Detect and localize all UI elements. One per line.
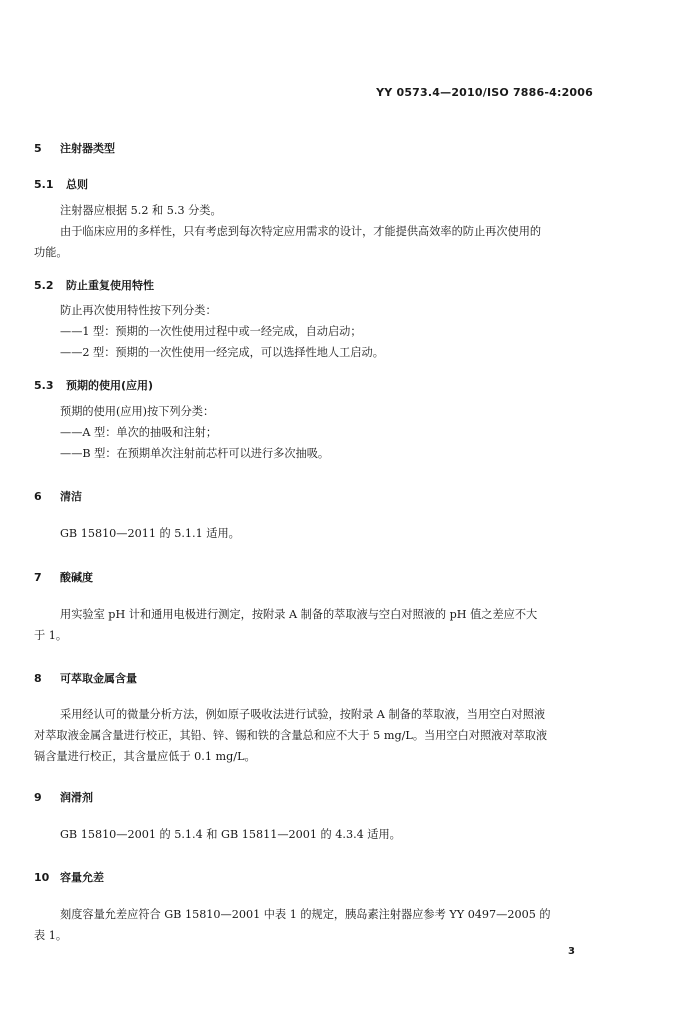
section-number: 5 [34,142,42,155]
section-heading-10 [34,869,104,885]
section-heading-8 [34,670,137,686]
section-heading-5-2 [34,277,154,293]
section-number: 6 [34,490,42,503]
paragraph: 预期的使用(应用)按下列分类： [60,405,215,418]
section-number: 5.2 [34,279,54,292]
section-heading-9 [34,789,93,805]
paragraph: 防止再次使用特性按下列分类： [60,304,217,317]
section-number: 5.1 [34,178,54,191]
section-title: 总则 [66,178,88,191]
section-title: 可萃取金属含量 [60,672,137,685]
section-heading-7 [34,569,93,585]
section-heading-5-3 [34,377,153,393]
paragraph: GB 15810—2011 的 5.1.1 适用。 [60,527,240,540]
section-title: 注射器类型 [60,142,115,155]
section-number: 5.3 [34,379,54,392]
section-number: 10 [34,871,50,884]
standard-code-header: YY 0573.4—2010/ISO 7886-4:2006 [376,86,593,99]
paragraph-line: 于 1。 [34,629,68,642]
list-item: ——B 型：在预期单次注射前芯杆可以进行多次抽吸。 [60,447,330,460]
section-title: 酸碱度 [60,571,93,584]
section-title: 容量允差 [60,871,104,884]
list-item: ——A 型：单次的抽吸和注射； [60,426,218,439]
section-title: 防止重复使用特性 [66,279,154,292]
paragraph-line: 功能。 [34,246,68,259]
paragraph: GB 15810—2001 的 5.1.4 和 GB 15811—2001 的 4.3.4 适用。 [60,828,401,841]
list-item: ——1 型：预期的一次性使用过程中或一经完成，自动启动； [60,325,362,338]
paragraph-line: 用实验室 pH 计和通用电极进行测定，按附录 A 制备的萃取液与空白对照液的 pH 值之差应不大 [60,608,538,621]
section-title: 润滑剂 [60,791,93,804]
paragraph-line: 表 1。 [34,929,68,942]
paragraph-line: 对萃取液金属含量进行校正，其铅、锌、锡和铁的含量总和应不大于 5 mg/L。当用空白对照液对萃取液 [34,729,548,742]
section-number: 8 [34,672,42,685]
section-number: 7 [34,571,42,584]
section-heading-5-1 [34,176,88,192]
page-number: 3 [568,946,575,957]
section-title: 清洁 [60,490,82,503]
section-heading-6 [34,488,82,504]
paragraph-line: 采用经认可的微量分析方法，例如原子吸收法进行试验，按附录 A 制备的萃取液，当用空白对照液 [60,708,546,721]
paragraph-line: 镉含量进行校正，其含量应低于 0.1 mg/L。 [34,750,256,763]
paragraph-line: 由于临床应用的多样性，只有考虑到每次特定应用需求的设计，才能提供高效率的防止再次使用的 [60,225,542,238]
section-number: 9 [34,791,42,804]
section-heading-5 [34,140,115,156]
section-title: 预期的使用(应用) [66,379,154,392]
list-item: ——2 型：预期的一次性使用一经完成，可以选择性地人工启动。 [60,346,384,359]
paragraph-line: 刻度容量允差应符合 GB 15810—2001 中表 1 的规定，胰岛素注射器应参考 YY 0497—2005 的 [60,908,551,921]
paragraph: 注射器应根据 5.2 和 5.3 分类。 [60,204,222,217]
